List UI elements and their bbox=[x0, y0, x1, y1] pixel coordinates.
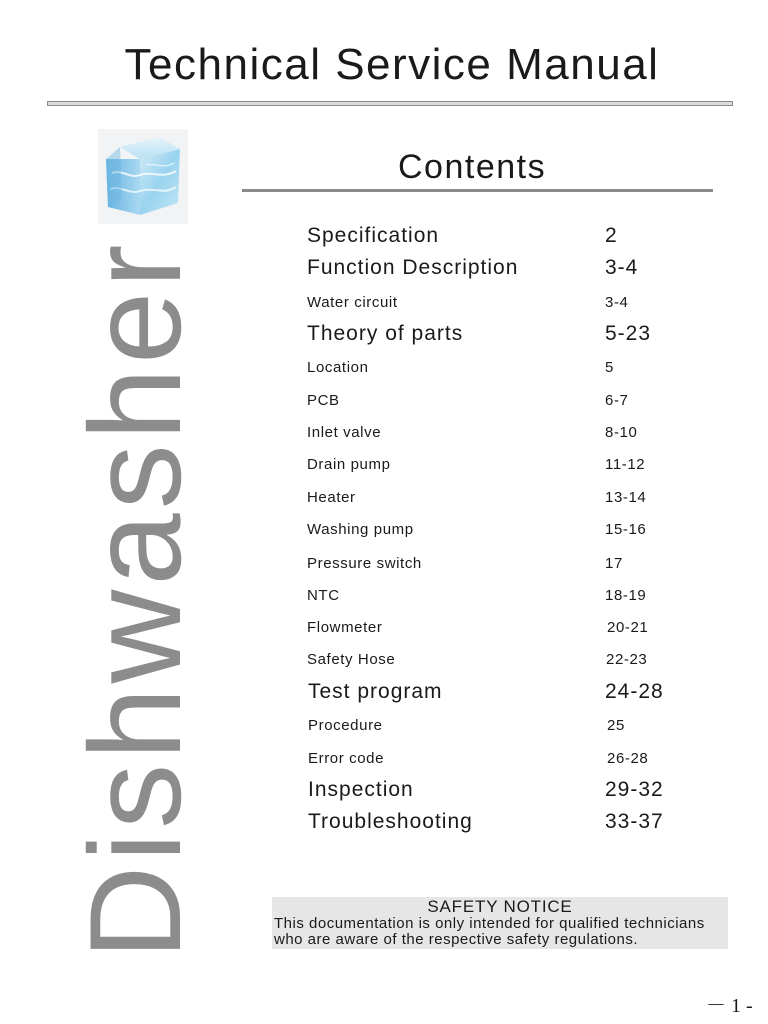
toc-entry-label: Water circuit bbox=[307, 294, 398, 311]
toc-entry-location bbox=[0, 356, 768, 380]
toc-entry-flowmeter bbox=[0, 616, 768, 640]
toc-entry-pages: 25 bbox=[607, 717, 625, 734]
toc-entry-label: Troubleshooting bbox=[308, 810, 473, 833]
toc-entry-label: Drain pump bbox=[307, 456, 391, 473]
toc-entry-pages: 17 bbox=[605, 555, 623, 572]
toc-entry-label: Inlet valve bbox=[307, 424, 382, 441]
toc-entry-pages: 5-23 bbox=[605, 322, 652, 345]
toc-entry-label: Procedure bbox=[308, 717, 383, 734]
safety-notice bbox=[272, 897, 728, 949]
toc-entry-label: Function Description bbox=[307, 256, 519, 279]
toc-entry-pressure-switch bbox=[0, 552, 768, 576]
contents-heading: Contents bbox=[398, 148, 547, 186]
toc-entry-theory-of-parts bbox=[0, 322, 768, 346]
toc-entry-label: NTC bbox=[307, 587, 340, 604]
toc-entry-heater bbox=[0, 486, 768, 510]
toc-entry-pages: 15-16 bbox=[605, 521, 647, 538]
toc-entry-pages: 22-23 bbox=[606, 651, 648, 668]
toc-entry-label: Test program bbox=[308, 680, 443, 703]
toc-entry-troubleshooting bbox=[0, 810, 768, 834]
toc-entry-pages: 3-4 bbox=[605, 256, 639, 279]
toc-entry-pages: 20-21 bbox=[607, 619, 649, 636]
toc-entry-pages: 24-28 bbox=[605, 680, 664, 703]
toc-entry-label: Specification bbox=[307, 224, 440, 247]
water-cube-icon bbox=[98, 129, 188, 224]
toc-entry-label: Theory of parts bbox=[307, 322, 464, 345]
toc-entry-pcb bbox=[0, 389, 768, 413]
toc-entry-test-program bbox=[0, 680, 768, 704]
toc-entry-label: Flowmeter bbox=[307, 619, 383, 636]
safety-notice-title: SAFETY NOTICE bbox=[427, 897, 573, 916]
toc-entry-label: Inspection bbox=[308, 778, 414, 801]
toc-entry-pages: 33-37 bbox=[605, 810, 664, 833]
safety-notice-text: This documentation is only intended for qualified technicians who are aware of the respective safety regulations. bbox=[274, 915, 705, 948]
toc-entry-pages: 5 bbox=[605, 359, 614, 376]
toc-entry-label: Location bbox=[307, 359, 369, 376]
page-title: Technical Service Manual bbox=[124, 40, 660, 89]
toc-entry-error-code bbox=[0, 747, 768, 771]
page-number: － 1 - bbox=[706, 995, 753, 1017]
toc-entry-pages: 2 bbox=[605, 224, 618, 247]
toc-entry-label: PCB bbox=[307, 392, 340, 409]
toc-entry-label: Pressure switch bbox=[307, 555, 422, 572]
toc-entry-inlet-valve bbox=[0, 421, 768, 445]
toc-entry-pages: 8-10 bbox=[605, 424, 638, 441]
toc-entry-water-circuit bbox=[0, 291, 768, 315]
toc-entry-pages: 13-14 bbox=[605, 489, 647, 506]
toc-entry-washing-pump bbox=[0, 518, 768, 542]
vertical-product-title: Dishwasher bbox=[62, 240, 208, 960]
title-divider bbox=[47, 101, 733, 106]
toc-entry-specification bbox=[0, 224, 768, 248]
toc-entry-pages: 3-4 bbox=[605, 294, 629, 311]
toc-entry-pages: 18-19 bbox=[605, 587, 647, 604]
toc-entry-function-description bbox=[0, 256, 768, 280]
toc-entry-procedure bbox=[0, 714, 768, 738]
toc-entry-label: Error code bbox=[308, 750, 385, 767]
toc-entry-pages: 11-12 bbox=[605, 456, 646, 473]
toc-entry-pages: 6-7 bbox=[605, 392, 629, 409]
toc-entry-pages: 26-28 bbox=[607, 750, 649, 767]
toc-entry-inspection bbox=[0, 778, 768, 802]
toc-entry-safety-hose bbox=[0, 648, 768, 672]
toc-entry-pages: 29-32 bbox=[605, 778, 664, 801]
toc-entry-ntc bbox=[0, 584, 768, 608]
toc-entry-label: Washing pump bbox=[307, 521, 414, 538]
contents-divider bbox=[242, 189, 713, 192]
toc-entry-label: Safety Hose bbox=[307, 651, 396, 668]
toc-entry-drain-pump bbox=[0, 453, 768, 477]
toc-entry-label: Heater bbox=[307, 489, 356, 506]
